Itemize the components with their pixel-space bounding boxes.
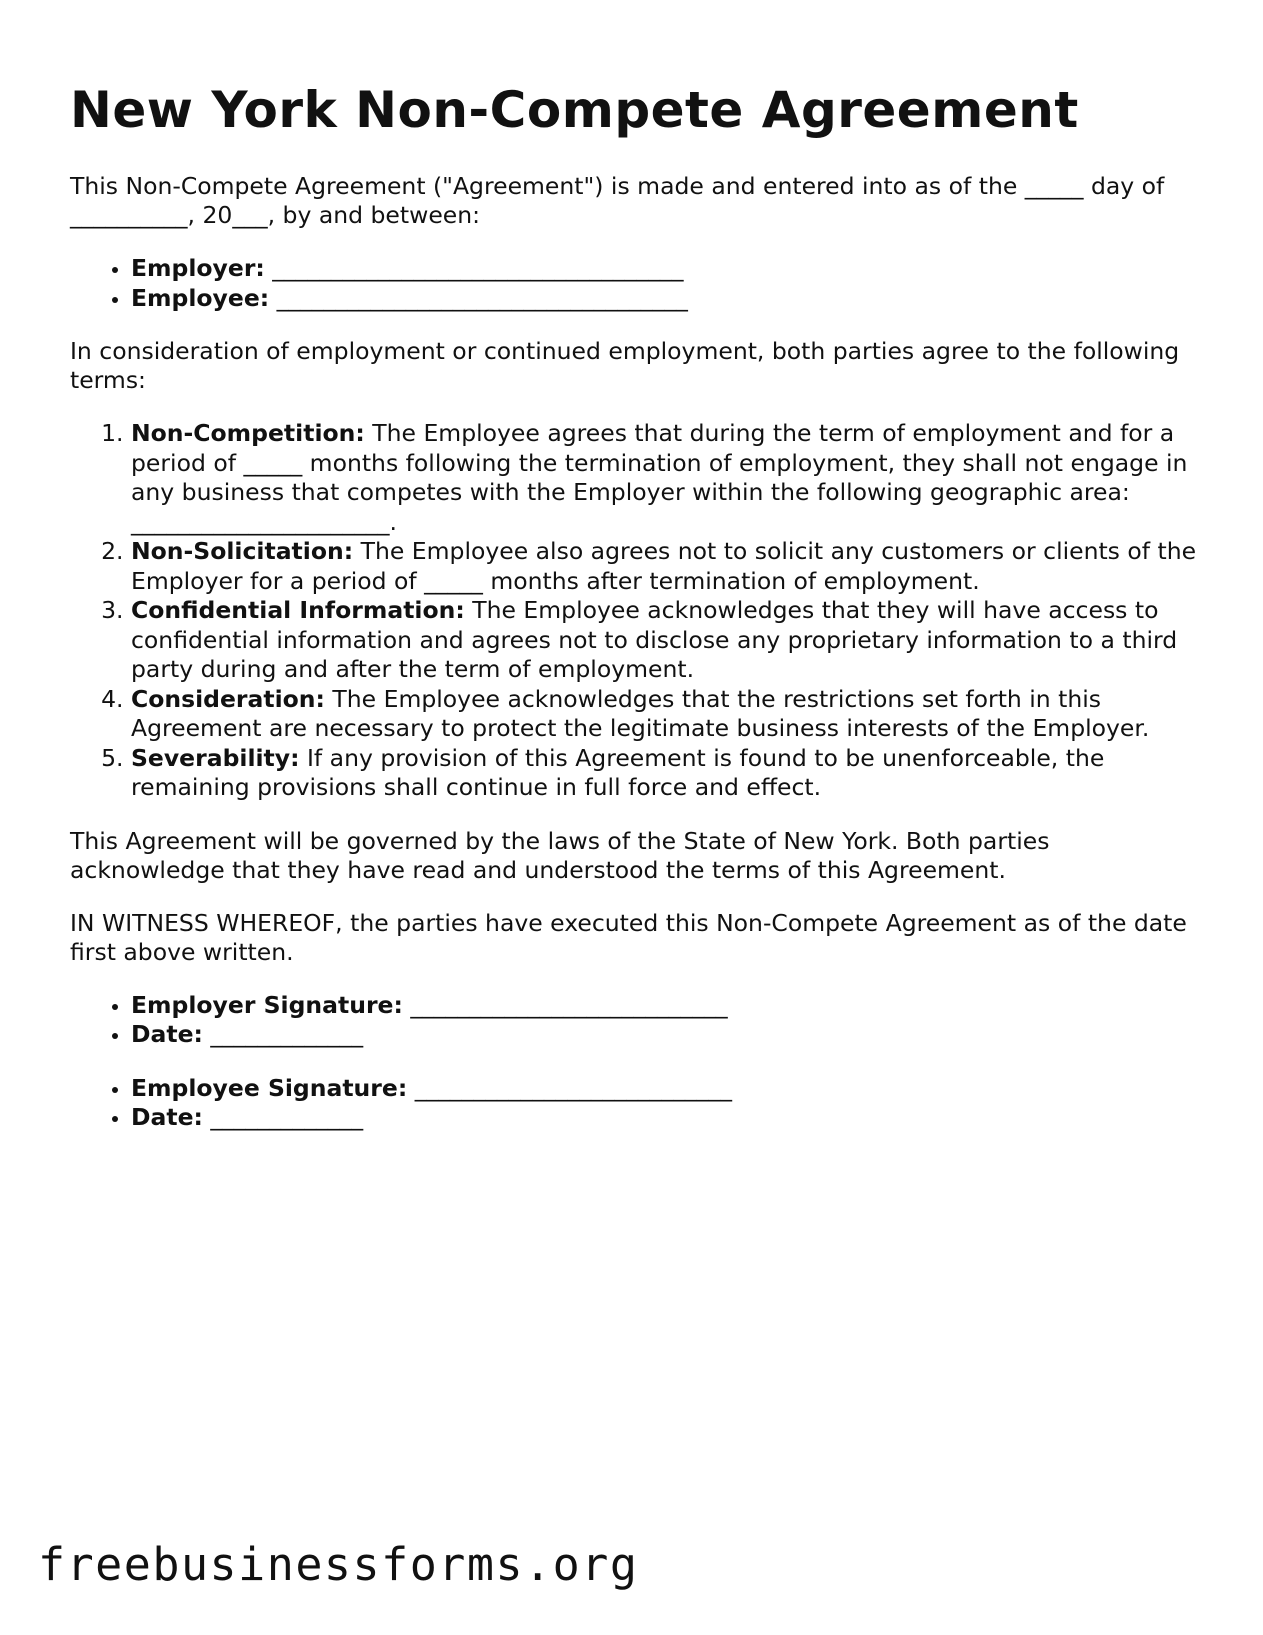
date-blank: _____________	[210, 1020, 364, 1048]
term-item	[131, 537, 1200, 596]
parties-list	[70, 254, 1200, 313]
party-employee	[131, 284, 1200, 314]
term-heading: Consideration:	[131, 684, 325, 713]
term-text: The Employee also agrees not to solicit any customers or clients of the Employer for a period of _____ months after termination of employment.	[131, 537, 1197, 595]
term-item	[131, 744, 1200, 803]
footer-watermark: freebusinessforms.org	[38, 1538, 639, 1591]
consideration-intro: In consideration of employment or continued employment, both parties agree to the following terms:	[70, 337, 1180, 394]
term-heading: Severability:	[131, 743, 300, 772]
date-blank: _____________	[210, 1103, 364, 1131]
signature-line	[131, 1074, 1200, 1104]
term-text: The Employee agrees that during the term of employment and for a period of _____ months following the termination of employment, they shall not engage in any business that competes with the Employer within the following geographic area: ______________________.	[131, 419, 1188, 536]
party-label: Employee:	[131, 283, 270, 312]
intro-paragraph: This Non-Compete Agreement ("Agreement") is made and entered into as of the _____ day of __________, 20___, by and between:	[70, 172, 1165, 229]
signature-line	[131, 991, 1200, 1021]
date-line	[131, 1103, 1200, 1133]
term-heading: Non-Solicitation:	[131, 537, 354, 565]
signature-label: Employer Signature:	[131, 990, 403, 1019]
witness-paragraph: IN WITNESS WHEREOF, the parties have executed this Non-Compete Agreement as of the date first above written.	[70, 908, 1187, 966]
employee-signature-block	[70, 1074, 1200, 1133]
governing-law-paragraph: This Agreement will be governed by the laws of the State of New York. Both parties acknowledge that they have read and understood the terms of this Agreement.	[70, 826, 1050, 884]
term-item	[131, 685, 1200, 744]
signature-blank: ___________________________	[410, 990, 728, 1019]
term-item	[131, 419, 1200, 537]
party-label: Employer:	[131, 254, 265, 282]
document-page	[70, 80, 1200, 1157]
date-label: Date:	[131, 1103, 203, 1131]
terms-list	[70, 419, 1200, 803]
document-title: New York Non-Compete Agreement	[70, 81, 1079, 139]
date-label: Date:	[131, 1020, 203, 1048]
term-text: The Employee acknowledges that they will have access to confidential information and agrees not to disclose any proprietary information to a third party during and after the term of employment.	[131, 596, 1178, 683]
signature-blank: ___________________________	[414, 1073, 732, 1102]
term-heading: Non-Competition:	[131, 419, 365, 447]
party-blank: ___________________________________	[276, 283, 688, 312]
employer-signature-block	[70, 991, 1200, 1050]
party-blank: ___________________________________	[272, 254, 684, 282]
party-employer	[131, 254, 1200, 284]
term-text: The Employee acknowledges that the restrictions set forth in this Agreement are necessary to protect the legitimate business interests of the Employer.	[131, 684, 1150, 742]
date-line	[131, 1020, 1200, 1050]
term-item	[131, 596, 1200, 685]
term-heading: Confidential Information:	[131, 596, 465, 624]
term-text: If any provision of this Agreement is found to be unenforceable, the remaining provisions shall continue in full force and effect.	[131, 743, 1105, 801]
signature-label: Employee Signature:	[131, 1073, 408, 1102]
